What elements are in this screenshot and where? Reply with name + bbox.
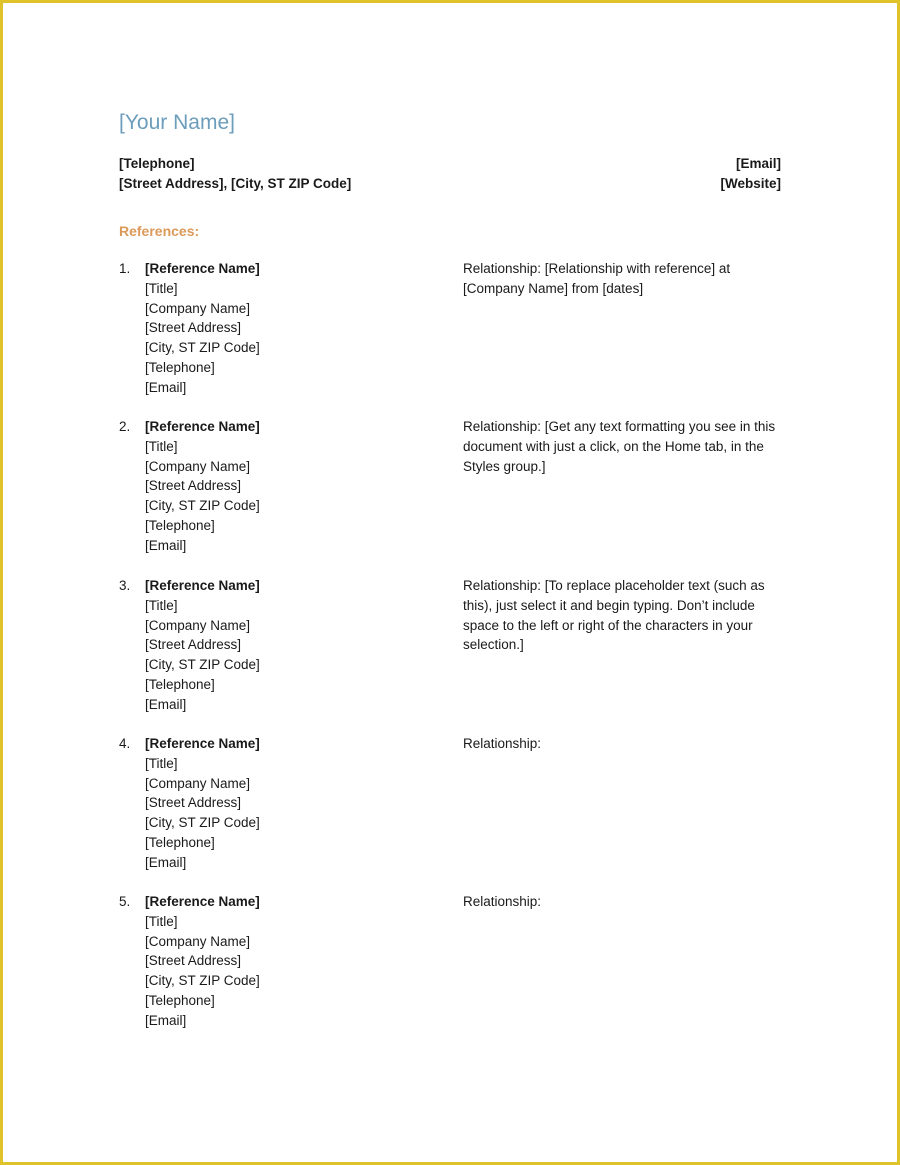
reference-street: [Street Address] — [145, 637, 242, 653]
reference-number: 2. — [119, 419, 131, 434]
reference-city: [City, ST ZIP Code] — [145, 340, 260, 356]
reference-item-3 — [119, 576, 789, 726]
reference-title: [Title] — [145, 755, 178, 771]
reference-title: [Title] — [145, 438, 178, 454]
reference-street: [Street Address] — [145, 795, 242, 811]
reference-telephone: [Telephone] — [145, 359, 215, 375]
reference-telephone: [Telephone] — [145, 992, 215, 1008]
reference-email: [Email] — [145, 854, 187, 870]
reference-street: [Street Address] — [145, 320, 242, 336]
reference-city: [City, ST ZIP Code] — [145, 973, 260, 989]
reference-contact-lines — [145, 734, 260, 873]
reference-telephone: [Telephone] — [145, 834, 215, 850]
reference-street: [Street Address] — [145, 953, 242, 969]
reference-item-2 — [119, 417, 789, 567]
reference-contact-lines — [145, 892, 260, 1031]
reference-item-5 — [119, 892, 789, 1042]
header-email: [Email] — [735, 156, 781, 171]
reference-relationship: Relationship: — [463, 894, 542, 909]
references-heading: References: — [119, 223, 200, 239]
reference-email: [Email] — [145, 379, 187, 395]
reference-name: [Reference Name] — [145, 419, 260, 434]
reference-email: [Email] — [145, 537, 187, 553]
reference-name: [Reference Name] — [145, 894, 260, 909]
reference-email: [Email] — [145, 1012, 187, 1028]
your-name: [Your Name] — [119, 111, 235, 134]
reference-number: 1. — [119, 261, 131, 276]
reference-relationship: Relationship: [To replace placeholder text (such as this), just select it and begin typing. Don’t include space to the left or right of the characters in your selection.] — [463, 578, 765, 653]
reference-street: [Street Address] — [145, 478, 242, 494]
reference-relationship: Relationship: [Relationship with reference] at [Company Name] from [dates] — [463, 261, 731, 296]
reference-telephone: [Telephone] — [145, 517, 215, 533]
reference-name: [Reference Name] — [145, 261, 260, 276]
reference-city: [City, ST ZIP Code] — [145, 498, 260, 514]
reference-number: 5. — [119, 894, 131, 909]
header-telephone: [Telephone] — [119, 156, 195, 171]
reference-contact-lines — [145, 417, 260, 556]
reference-company: [Company Name] — [145, 300, 251, 316]
reference-company: [Company Name] — [145, 458, 251, 474]
reference-city: [City, ST ZIP Code] — [145, 815, 260, 831]
reference-company: [Company Name] — [145, 933, 251, 949]
reference-contact-lines — [145, 259, 260, 398]
reference-relationship: Relationship: — [463, 736, 542, 751]
reference-city: [City, ST ZIP Code] — [145, 657, 260, 673]
reference-company: [Company Name] — [145, 775, 251, 791]
reference-item-4 — [119, 734, 789, 884]
reference-item-1 — [119, 259, 789, 409]
reference-title: [Title] — [145, 280, 178, 296]
reference-telephone: [Telephone] — [145, 676, 215, 692]
reference-number: 4. — [119, 736, 131, 751]
reference-contact-lines — [145, 576, 260, 715]
reference-relationship: Relationship: [Get any text formatting you see in this document with just a click, on the Home tab, in the Styles group.] — [463, 419, 776, 474]
reference-company: [Company Name] — [145, 617, 251, 633]
reference-title: [Title] — [145, 597, 178, 613]
header-website: [Website] — [720, 176, 781, 191]
reference-name: [Reference Name] — [145, 736, 260, 751]
header-address: [Street Address], [City, ST ZIP Code] — [119, 176, 352, 191]
reference-number: 3. — [119, 578, 131, 593]
reference-email: [Email] — [145, 696, 187, 712]
reference-name: [Reference Name] — [145, 578, 260, 593]
reference-title: [Title] — [145, 913, 178, 929]
